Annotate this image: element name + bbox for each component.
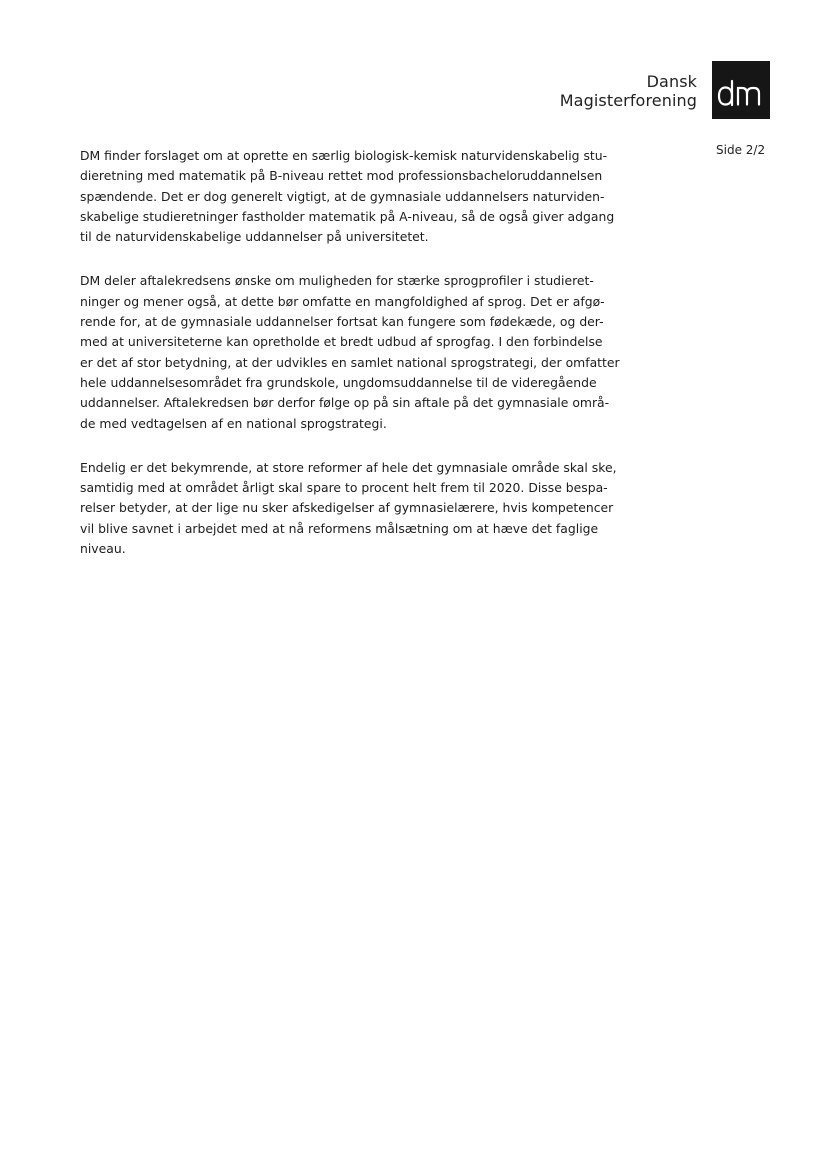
- text-line: DM finder forslaget om at oprette en særlig biologisk-kemisk naturvidenskabelig stu-: [80, 148, 608, 163]
- text-line: de med vedtagelsen af en national sprogstrategi.: [80, 415, 387, 431]
- organization-name: [560, 72, 697, 110]
- brand-line-2: Magisterforening: [559, 91, 697, 110]
- dm-logo: [712, 61, 770, 119]
- text-line: spændende. Det er dog generelt vigtigt, at de gymnasiale uddannelsers naturviden-: [80, 188, 605, 204]
- paragraph-language-strategy: [80, 271, 620, 433]
- paragraph-mathematics: [80, 146, 620, 247]
- page-number: Side 2/2: [716, 143, 766, 157]
- brand-line-1: Dansk: [646, 72, 697, 91]
- text-line: relser betyder, at der lige nu sker afskedigelser af gymnasielærere, hvis kompetencer: [80, 500, 614, 516]
- text-line: Endelig er det bekymrende, at store reformer af hele det gymnasiale område skal ske,: [80, 459, 617, 475]
- text-line: er det af stor betydning, at der udvikles en samlet national sprogstrategi, der omfatter: [80, 354, 620, 370]
- text-line: rende for, at de gymnasiale uddannelser fortsat kan fungere som fødekæde, og der-: [80, 314, 604, 330]
- text-line: til de naturvidenskabelige uddannelser på universitetet.: [80, 229, 429, 245]
- dm-logo-mark: [712, 61, 770, 119]
- paragraph-savings: [80, 458, 620, 559]
- text-line: dieretning med matematik på B-niveau rettet mod professionsbacheloruddannelsen: [80, 168, 603, 184]
- text-line: skabelige studieretninger fastholder matematik på A-niveau, så de også giver adgang: [80, 208, 615, 224]
- text-line: vil blive savnet i arbejdet med at nå reformens målsætning om at hæve det faglige: [80, 520, 599, 536]
- letter-body: [80, 146, 620, 583]
- text-line: hele uddannelsesområdet fra grundskole, ungdomsuddannelse til de videregående: [80, 374, 597, 390]
- text-line: samtidig med at området årligt skal spare to procent helt frem til 2020. Disse bespa-: [80, 480, 608, 496]
- text-line: med at universiteterne kan opretholde et bredt udbud af sprogfag. I den forbindelse: [80, 334, 603, 350]
- text-line: niveau.: [80, 541, 126, 557]
- text-line: DM deler aftalekredsens ønske om muligheden for stærke sprogprofiler i studieret-: [80, 273, 594, 289]
- text-line: ninger og mener også, at dette bør omfatte en mangfoldighed af sprog. Det er afgø-: [80, 293, 605, 309]
- text-line: uddannelser. Aftalekredsen bør derfor følge op på sin aftale på det gymnasiale områ-: [80, 395, 610, 411]
